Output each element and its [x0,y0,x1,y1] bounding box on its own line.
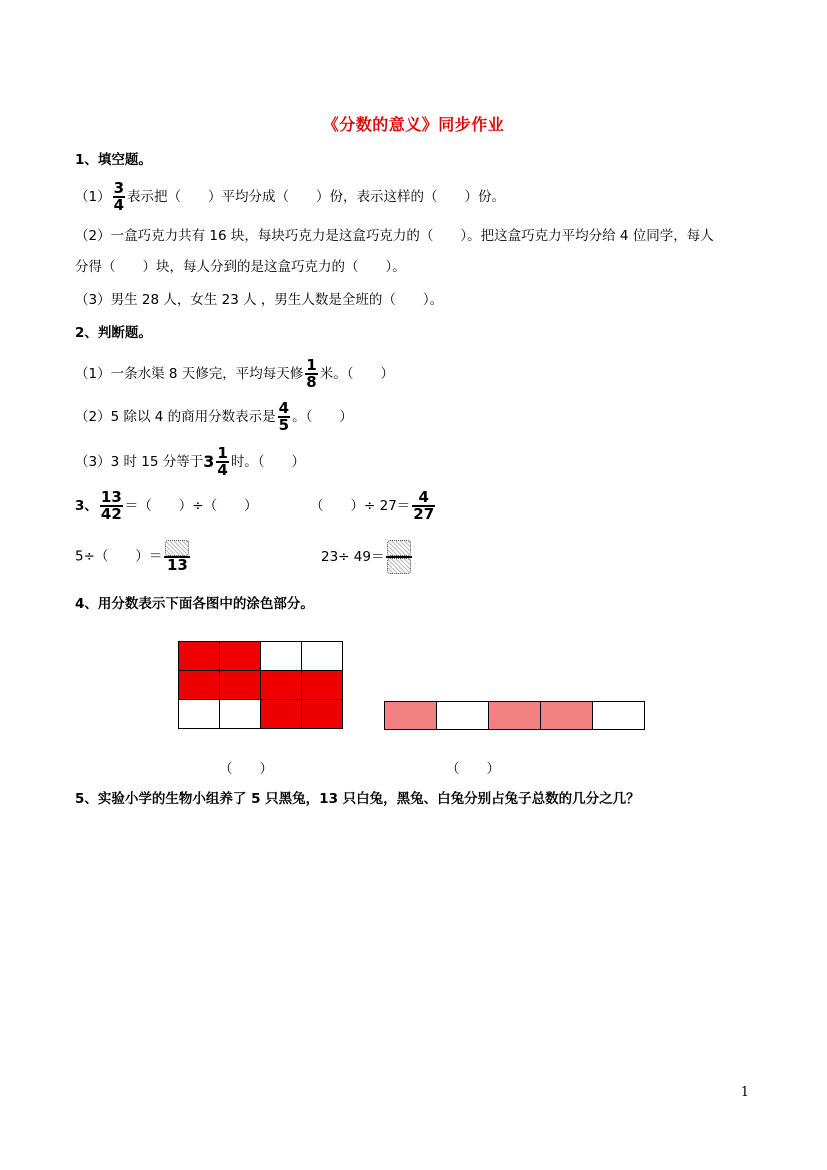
denominator: 13 [166,556,188,574]
s2-question-2 [75,401,353,433]
s2-question-3 [75,446,305,478]
numerator: 4 [418,488,429,506]
grid-cell-blank [261,642,302,671]
section-3-label: 3、 [75,498,98,514]
numerator: 1 [217,444,228,462]
grid-cell-blank [179,700,220,729]
fraction [278,401,290,433]
fraction [386,540,412,574]
denominator: 27 [413,505,435,523]
answer-blank-left: （ ） [219,761,273,777]
fraction [305,358,317,390]
s2-question-1 [75,358,394,390]
strip-cell-blank [593,702,645,730]
grid-cell-shaded [302,700,343,729]
q-number: （1） [75,189,111,205]
grid-cell-shaded [220,671,261,700]
numerator-placeholder [386,540,412,556]
fraction [164,540,190,573]
numerator: 3 [113,179,125,197]
question-text: （1）一条水渠 8 天修完，平均每天修 [75,366,304,382]
s3-question-d [321,540,414,574]
s3-question-c [75,540,192,573]
s3-question-b [310,490,437,522]
grid-cell-shaded [261,671,302,700]
strip-cell-blank [437,702,489,730]
denominator: 8 [306,373,317,391]
denominator: 5 [278,416,290,434]
s1-question-3: （3）男生 28 人，女生 23 人 ，男生人数是全班的（ ）。 [75,292,444,308]
numerator: 4 [278,399,290,417]
section-1-heading: 1、填空题。 [75,152,152,168]
fraction [216,446,228,478]
question-text: 时。（ ） [230,454,306,470]
denominator: 42 [100,505,122,523]
s1-question-1 [75,181,505,213]
shaded-grid-figure [178,641,343,729]
fraction [113,181,125,213]
strip-cell-shaded [385,702,437,730]
grid-cell-shaded [261,700,302,729]
question-text: 米。（ ） [319,366,394,382]
section-4-heading: 4、用分数表示下面各图中的涂色部分。 [75,596,314,612]
strip-cell-shaded [541,702,593,730]
grid-cell-blank [302,642,343,671]
question-text: 5÷（ ）＝ [75,548,163,565]
fraction [100,490,123,522]
s3-question-a [75,490,258,522]
strip-cell-shaded [489,702,541,730]
answer-blank-right: （ ） [446,761,500,777]
whole-number: 3 [203,452,215,471]
denominator: 4 [217,461,228,479]
grid-cell-shaded [302,671,343,700]
denominator: 4 [113,196,125,214]
question-text: （ ）÷ 27＝ [310,498,411,514]
s1-question-2-line-1: （2）一盒巧克力共有 16 块，每块巧克力是这盒巧克力的（ ）。把这盒巧克力平均分给 4 位同学，每人 [75,228,714,244]
numerator-placeholder [164,540,190,556]
denominator-placeholder [386,558,412,574]
numerator: 1 [306,356,317,374]
question-text: 表示把（ ）平均分成（ ）份，表示这样的（ ）份。 [127,189,506,205]
question-text: 23÷ 49＝ [321,549,385,565]
grid-cell-blank [220,700,261,729]
section-2-heading: 2、判断题。 [75,325,152,341]
grid-cell-shaded [179,671,220,700]
page-title: 《分数的意义》同步作业 [322,115,505,134]
grid-cell-shaded [179,642,220,671]
page-number: 1 [740,1085,749,1100]
question-text: ＝（ ）÷（ ） [124,498,258,514]
fraction [412,490,435,522]
question-text: 。（ ） [292,409,353,425]
section-5-question: 5、实验小学的生物小组养了 5 只黑兔，13 只白兔，黑兔、白兔分别占兔子总数的几分之几？ [75,791,640,807]
s1-question-2-line-2: 分得（ ）块，每人分到的是这盒巧克力的（ ）。 [75,259,406,275]
question-text: （3）3 时 15 分等于 [75,454,204,470]
shaded-strip-figure [384,701,645,730]
numerator: 13 [100,488,122,506]
grid-cell-shaded [220,642,261,671]
question-text: （2）5 除以 4 的商用分数表示是 [75,409,276,425]
